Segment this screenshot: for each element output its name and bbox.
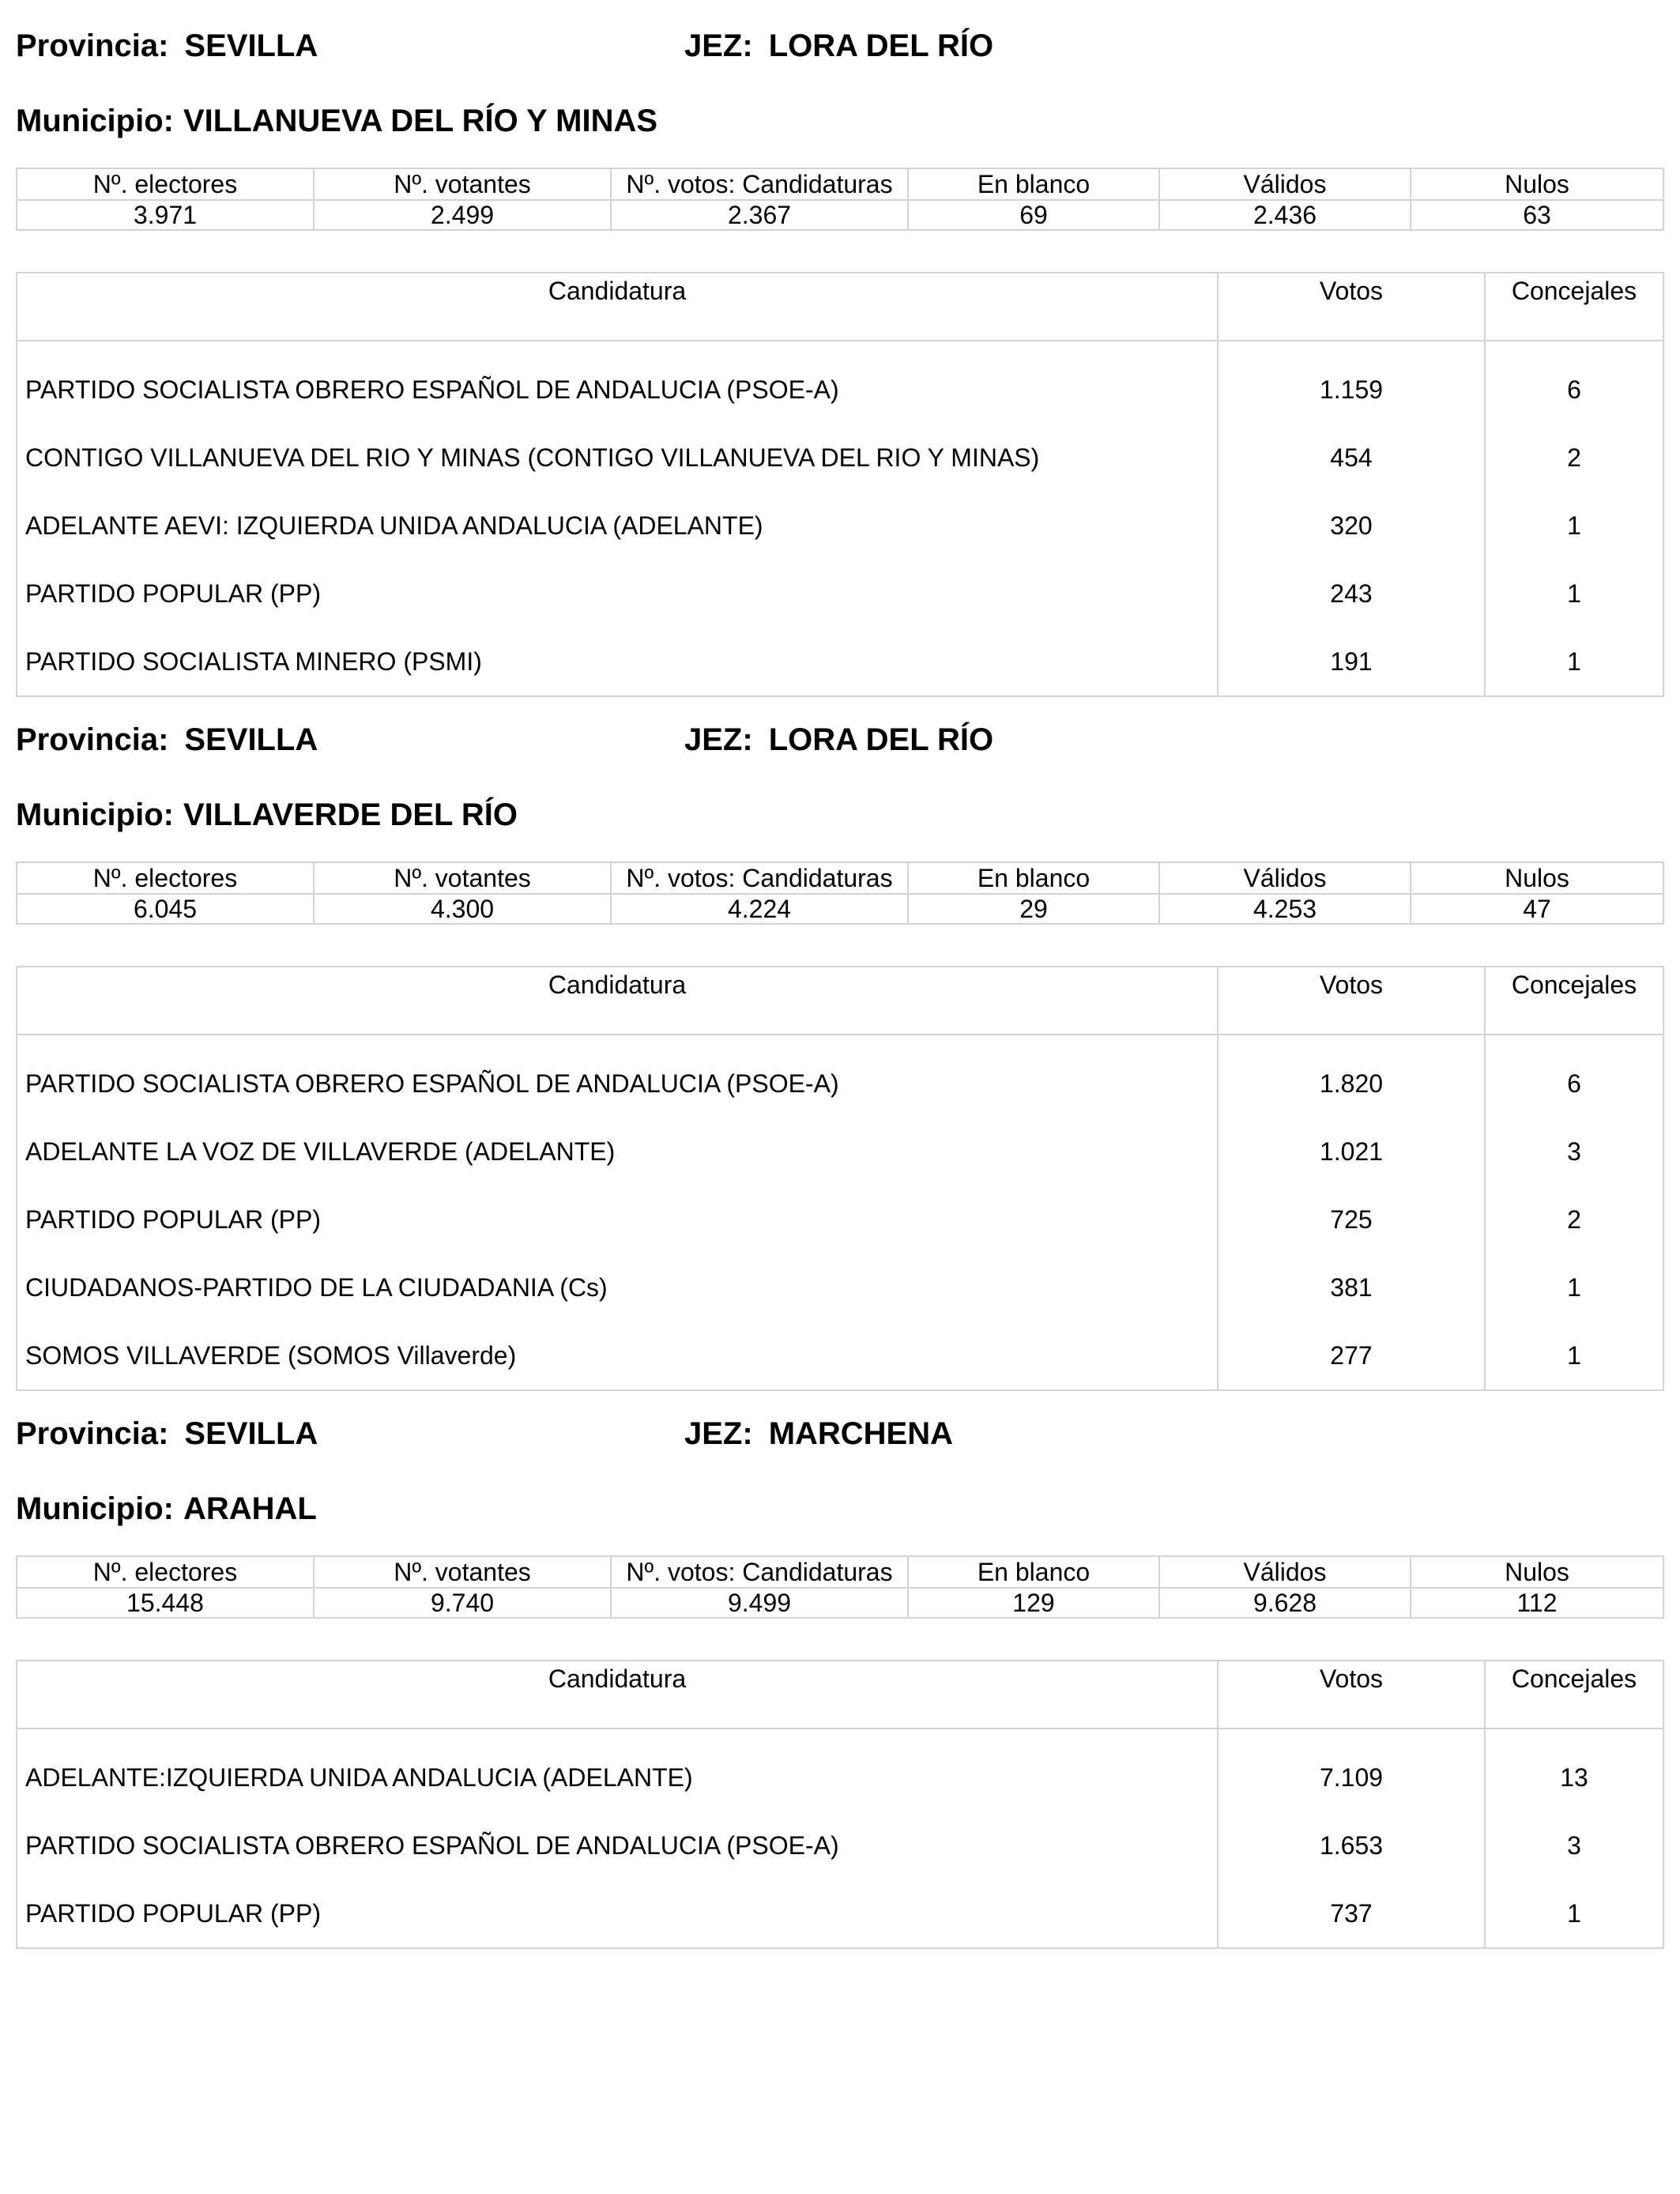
stats-electores: 3.971 [17,200,314,230]
header-candidatura: Candidatura [17,273,1218,341]
candidate-row [17,1050,1663,1118]
jez-line [684,30,993,62]
candidate-name: SOMOS VILLAVERDE (SOMOS Villaverde) [17,1321,1218,1390]
stats-header-electores: Nº. electores [17,862,314,894]
header-candidatura: Candidatura [17,967,1218,1035]
stats-en-blanco: 29 [908,894,1159,924]
municipio-section [0,694,1680,1389]
candidate-votos: 277 [1218,1321,1485,1390]
stats-header-validos: Válidos [1159,862,1411,894]
candidate-name: CONTIGO VILLANUEVA DEL RIO Y MINAS (CONTIGO VILLANUEVA DEL RIO Y MINAS) [17,424,1218,492]
stats-table [16,168,1664,231]
municipio-value: VILLAVERDE DEL RÍO [183,797,518,832]
candidates-table [16,272,1664,697]
stats-header-electores: Nº. electores [17,168,314,200]
stats-votos-candidaturas: 4.224 [611,894,908,924]
jez-line [684,1418,953,1449]
candidate-votos: 737 [1218,1879,1485,1948]
municipio-value: VILLANUEVA DEL RÍO Y MINAS [183,104,658,138]
candidate-concejales: 2 [1485,424,1663,492]
candidate-concejales: 1 [1485,560,1663,628]
stats-header-en-blanco: En blanco [908,1556,1159,1588]
provincia-line [16,30,318,62]
stats-table [16,1555,1664,1619]
candidate-row [17,1811,1663,1879]
candidates-header-row [17,967,1663,1035]
stats-header-validos: Válidos [1159,168,1411,200]
stats-header-votos-candidaturas: Nº. votos: Candidaturas [611,1556,908,1588]
municipio-line [16,799,518,831]
candidate-name: PARTIDO POPULAR (PP) [17,560,1218,628]
jez-label: JEZ: [684,28,753,63]
stats-votos-candidaturas: 2.367 [611,200,908,230]
header-concejales: Concejales [1485,967,1663,1035]
stats-en-blanco: 69 [908,200,1159,230]
header-votos: Votos [1218,273,1485,341]
candidate-concejales: 1 [1485,1253,1663,1321]
candidate-row [17,424,1663,492]
stats-validos: 4.253 [1159,894,1411,924]
candidate-votos: 7.109 [1218,1744,1485,1811]
stats-nulos: 112 [1411,1588,1663,1618]
candidates-header-row [17,273,1663,341]
candidate-name: ADELANTE LA VOZ DE VILLAVERDE (ADELANTE) [17,1118,1218,1186]
candidate-concejales: 1 [1485,492,1663,560]
header-votos: Votos [1218,967,1485,1035]
candidate-concejales: 1 [1485,628,1663,696]
candidates-header-row [17,1661,1663,1728]
provincia-value: SEVILLA [184,722,318,757]
stats-votos-candidaturas: 9.499 [611,1588,908,1618]
stats-header-nulos: Nulos [1411,168,1663,200]
provincia-value: SEVILLA [184,28,318,63]
candidate-name: PARTIDO SOCIALISTA OBRERO ESPAÑOL DE ANDALUCIA (PSOE-A) [17,356,1218,424]
candidate-concejales: 1 [1485,1879,1663,1948]
municipio-label: Municipio: [16,104,174,138]
candidate-concejales: 6 [1485,1050,1663,1118]
candidate-row [17,1186,1663,1253]
candidate-concejales: 13 [1485,1744,1663,1811]
provincia-label: Provincia: [16,28,169,63]
municipio-value: ARAHAL [183,1491,317,1526]
stats-validos: 2.436 [1159,200,1411,230]
candidate-concejales: 6 [1485,356,1663,424]
candidate-name: ADELANTE AEVI: IZQUIERDA UNIDA ANDALUCIA (ADELANTE) [17,492,1218,560]
jez-value: MARCHENA [768,1416,954,1451]
stats-header-row [17,1556,1663,1588]
provincia-line [16,1418,318,1449]
stats-header-votantes: Nº. votantes [314,168,611,200]
candidate-row [17,1879,1663,1948]
candidate-row [17,492,1663,560]
stats-value-row [17,1588,1663,1618]
candidate-row [17,560,1663,628]
candidate-concejales: 3 [1485,1118,1663,1186]
stats-votantes: 2.499 [314,200,611,230]
candidates-table [16,1660,1664,1949]
stats-votantes: 4.300 [314,894,611,924]
stats-en-blanco: 129 [908,1588,1159,1618]
candidate-name: ADELANTE:IZQUIERDA UNIDA ANDALUCIA (ADELANTE) [17,1744,1218,1811]
header-candidatura: Candidatura [17,1661,1218,1728]
stats-header-row [17,862,1663,894]
jez-label: JEZ: [684,1416,753,1451]
candidate-votos: 320 [1218,492,1485,560]
candidate-votos: 243 [1218,560,1485,628]
candidate-votos: 191 [1218,628,1485,696]
stats-votantes: 9.740 [314,1588,611,1618]
jez-label: JEZ: [684,722,753,757]
municipio-label: Municipio: [16,797,174,832]
candidate-row [17,1321,1663,1390]
candidate-votos: 381 [1218,1253,1485,1321]
municipio-line [16,1493,317,1525]
candidate-concejales: 1 [1485,1321,1663,1390]
candidate-votos: 725 [1218,1186,1485,1253]
stats-validos: 9.628 [1159,1588,1411,1618]
jez-line [684,724,993,756]
stats-header-nulos: Nulos [1411,1556,1663,1588]
candidate-row [17,1253,1663,1321]
candidate-row [17,1118,1663,1186]
provincia-value: SEVILLA [184,1416,318,1451]
stats-header-electores: Nº. electores [17,1556,314,1588]
stats-header-votos-candidaturas: Nº. votos: Candidaturas [611,862,908,894]
candidate-votos: 1.021 [1218,1118,1485,1186]
stats-header-votantes: Nº. votantes [314,1556,611,1588]
stats-value-row [17,894,1663,924]
provincia-label: Provincia: [16,722,169,757]
header-concejales: Concejales [1485,273,1663,341]
stats-nulos: 63 [1411,200,1663,230]
candidate-row [17,628,1663,696]
municipio-line [16,105,657,137]
header-votos: Votos [1218,1661,1485,1728]
municipio-section [0,1388,1680,2083]
stats-header-en-blanco: En blanco [908,862,1159,894]
candidate-votos: 1.653 [1218,1811,1485,1879]
candidate-concejales: 3 [1485,1811,1663,1879]
stats-value-row [17,200,1663,230]
stats-table [16,861,1664,925]
candidate-votos: 1.820 [1218,1050,1485,1118]
candidate-name: PARTIDO SOCIALISTA MINERO (PSMI) [17,628,1218,696]
stats-nulos: 47 [1411,894,1663,924]
stats-electores: 15.448 [17,1588,314,1618]
candidate-name: PARTIDO POPULAR (PP) [17,1879,1218,1948]
stats-header-nulos: Nulos [1411,862,1663,894]
stats-header-validos: Válidos [1159,1556,1411,1588]
candidate-row [17,356,1663,424]
candidate-concejales: 2 [1485,1186,1663,1253]
municipio-label: Municipio: [16,1491,174,1526]
candidate-name: CIUDADANOS-PARTIDO DE LA CIUDADANIA (Cs) [17,1253,1218,1321]
jez-value: LORA DEL RÍO [768,722,994,757]
provincia-line [16,724,318,756]
provincia-label: Provincia: [16,1416,169,1451]
candidates-table [16,966,1664,1391]
jez-value: LORA DEL RÍO [768,28,994,63]
candidate-name: PARTIDO SOCIALISTA OBRERO ESPAÑOL DE ANDALUCIA (PSOE-A) [17,1050,1218,1118]
stats-header-votantes: Nº. votantes [314,862,611,894]
candidate-row [17,1744,1663,1811]
candidate-name: PARTIDO SOCIALISTA OBRERO ESPAÑOL DE ANDALUCIA (PSOE-A) [17,1811,1218,1879]
candidate-votos: 1.159 [1218,356,1485,424]
candidate-votos: 454 [1218,424,1485,492]
stats-header-row [17,168,1663,200]
header-concejales: Concejales [1485,1661,1663,1728]
municipio-section [0,0,1680,696]
candidate-name: PARTIDO POPULAR (PP) [17,1186,1218,1253]
stats-electores: 6.045 [17,894,314,924]
stats-header-en-blanco: En blanco [908,168,1159,200]
stats-header-votos-candidaturas: Nº. votos: Candidaturas [611,168,908,200]
